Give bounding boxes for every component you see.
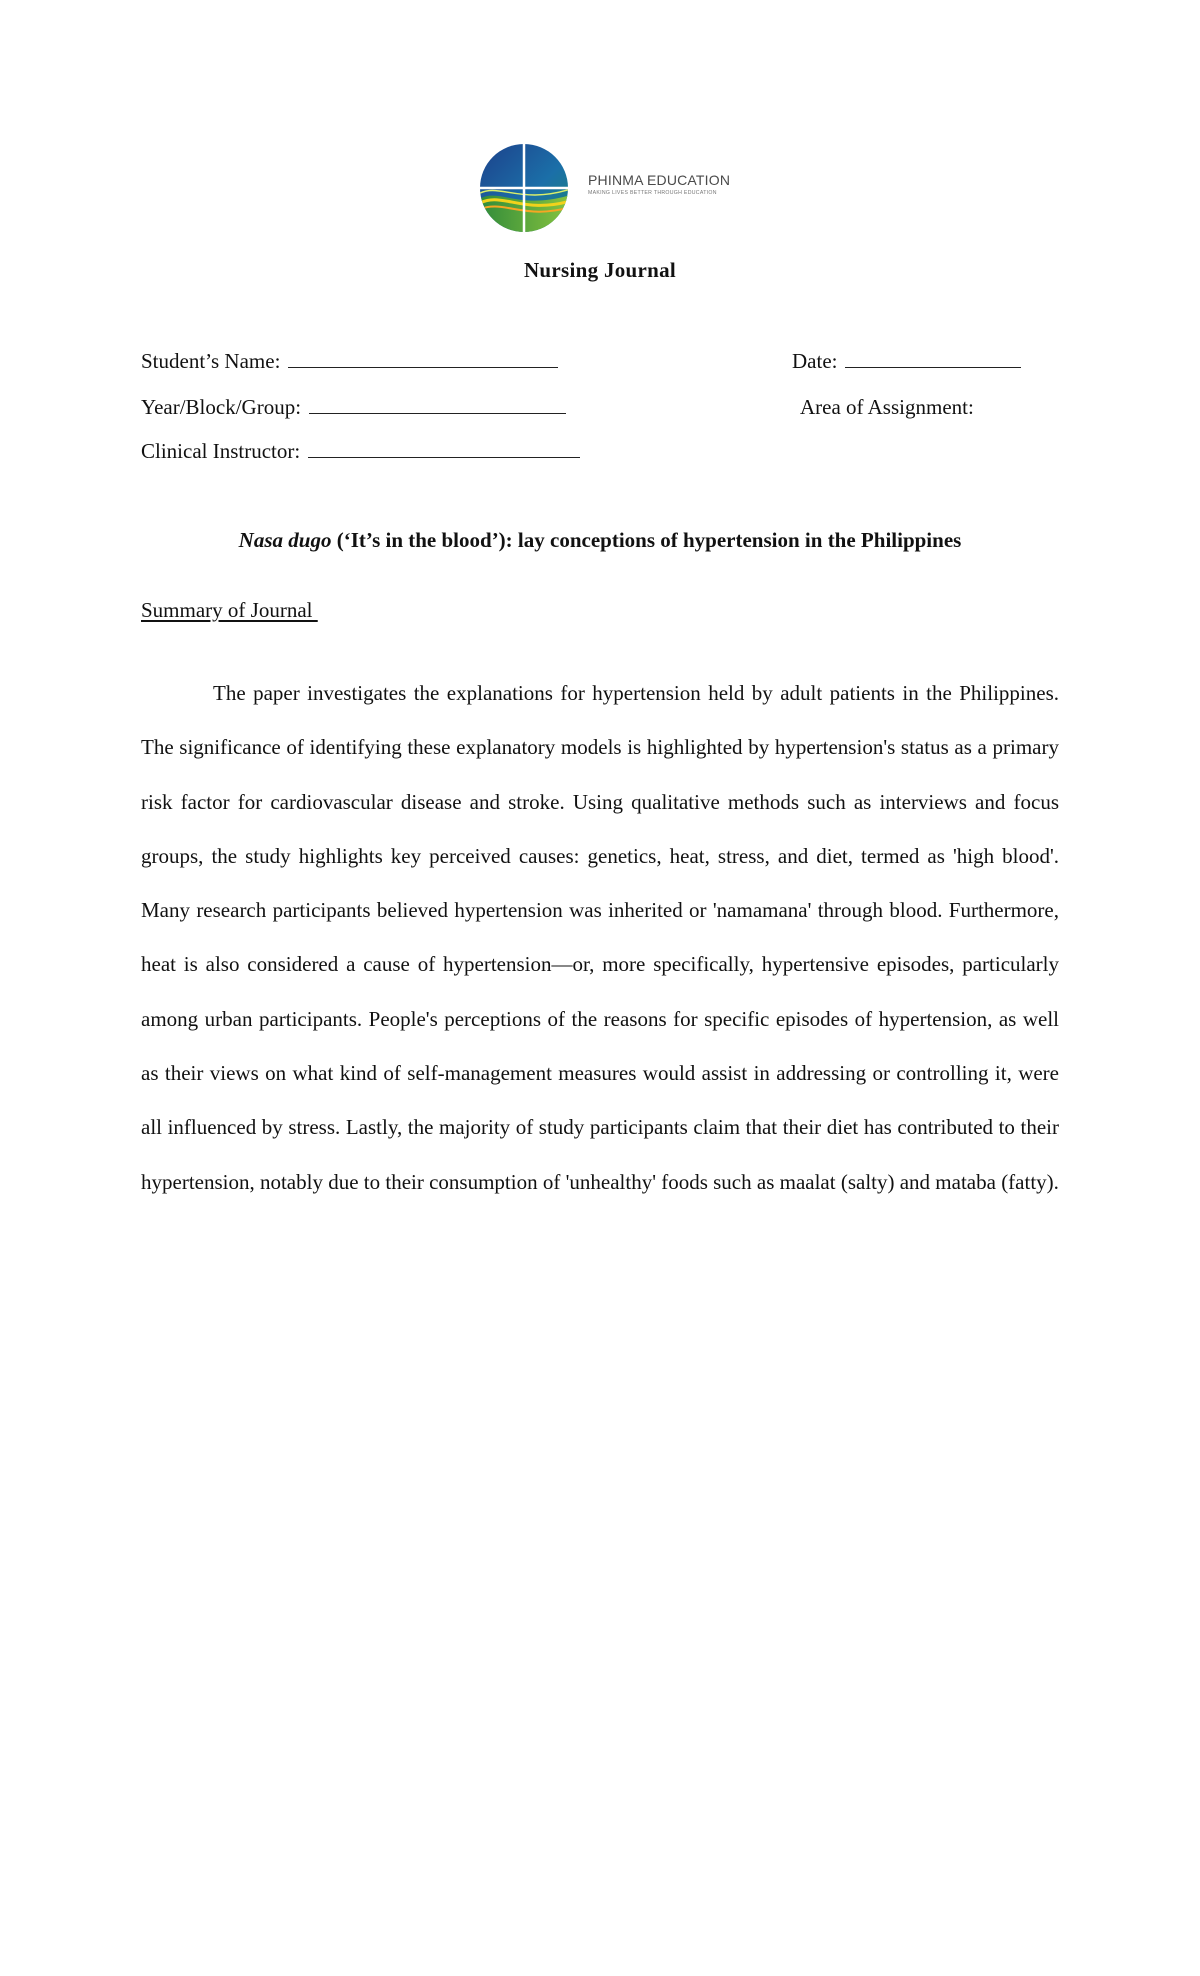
phinma-logo xyxy=(478,142,738,238)
year-block-group-blank[interactable] xyxy=(309,395,566,414)
clinical-instructor-label: Clinical Instructor: xyxy=(141,439,301,463)
document-title: Nursing Journal xyxy=(523,258,677,282)
summary-body: The paper investigates the explanations for hypertension held by adult patients in the Philippines. The significance of identifying these explanatory models is highlighted by hypertension's status as a primary risk factor for cardiovascular disease and stroke. Using qualitative methods such as interviews and focus groups, the study highlights key perceived causes: genetics, heat, stress, and diet, termed as 'high blood'. Many research participants believed hypertension was inherited or 'namamana' through blood. Furthermore, heat is also considered a cause of hypertension—or, more specifically, hypertensive episodes, particularly among urban participants. People's perceptions of the reasons for specific episodes of hypertension, as well as their views on what kind of self-management measures would assist in addressing or controlling it, were all influenced by stress. Lastly, the majority of study participants claim that their diet has contributed to their hypertension, notably due to their consumption of 'unhealthy' foods such as maalat (salty) and mataba (fatty). xyxy=(141,681,1059,1194)
logo-brand-name: PHINMA EDUCATION xyxy=(588,172,731,188)
clinical-instructor-field[interactable] xyxy=(141,439,580,464)
area-of-assignment-field xyxy=(800,395,974,420)
student-name-field[interactable] xyxy=(141,349,558,374)
paper-title-rest: (‘It’s in the blood’): lay conceptions of hypertension in the Philippines xyxy=(331,528,962,552)
phinma-globe-icon xyxy=(478,142,574,238)
student-name-blank[interactable] xyxy=(288,349,558,368)
paper-title xyxy=(0,528,1200,553)
logo-tagline: MAKING LIVES BETTER THROUGH EDUCATION xyxy=(588,190,717,196)
paper-title-italic: Nasa dugo xyxy=(238,528,332,552)
year-block-group-label: Year/Block/Group: xyxy=(141,395,302,419)
area-of-assignment-label: Area of Assignment: xyxy=(800,395,974,419)
summary-heading: Summary of Journal xyxy=(141,598,318,622)
year-block-group-field[interactable] xyxy=(141,395,566,420)
student-name-label: Student’s Name: xyxy=(141,349,281,373)
clinical-instructor-blank[interactable] xyxy=(308,439,580,458)
date-label: Date: xyxy=(792,349,838,373)
date-blank[interactable] xyxy=(845,349,1021,368)
date-field[interactable] xyxy=(792,349,1021,374)
